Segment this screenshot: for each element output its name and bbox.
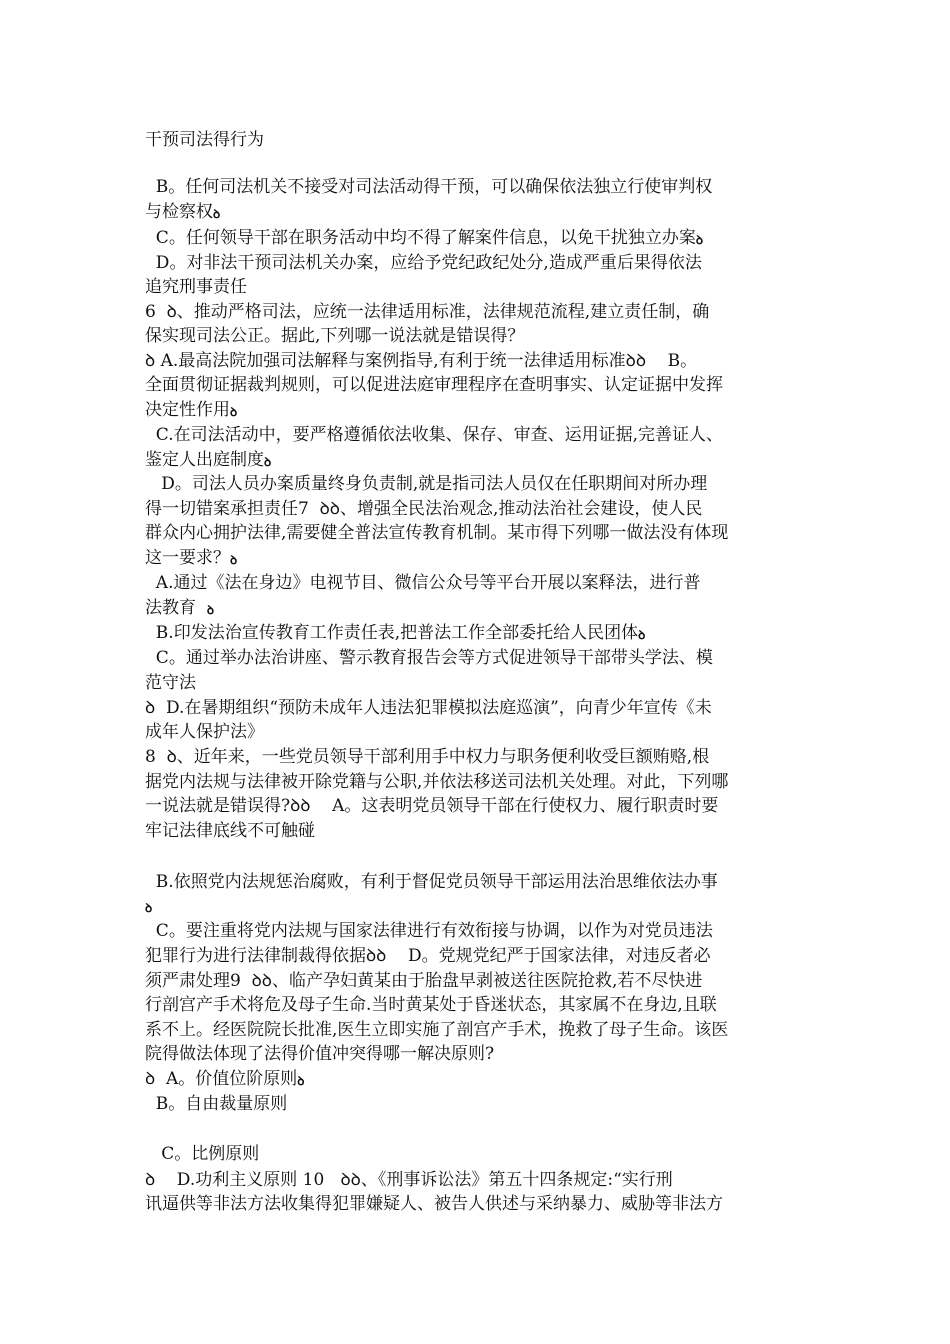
- text-line: D。司法人员办案质量终身负责制,就是指司法人员仅在任职期间对所办理: [145, 474, 708, 494]
- text-line: 系不上。经医院院长批准,医生立即实施了剖宫产手术，挽救了母子生命。该医: [145, 1020, 729, 1040]
- text-line: 8 ꝺ、近年来，一些党员领导干部利用手中权力与职务便利收受巨额贿赂,根: [145, 747, 710, 767]
- text-line: 干预司法得行为: [145, 130, 264, 150]
- text-line: ꝺ A。价值位阶原则ꝺ: [145, 1068, 304, 1090]
- text-line: 与检察权ꝺ: [145, 201, 220, 223]
- text-line: C。要注重将党内法规与国家法律进行有效衔接与协调，以作为对党员违法: [145, 921, 713, 941]
- text-line: 得一切错案承担责任7 ꝺꝺ、增强全民法治观念,推动法治社会建设，使人民: [145, 499, 703, 519]
- text-line: B。自由裁量原则: [145, 1094, 288, 1114]
- paragraph-mark-icon: ꝺ: [230, 405, 238, 419]
- text-line: 据党内法规与法律被开除党籍与公职,并依法移送司法机关处理。对此，下列哪: [145, 772, 729, 792]
- text-line: D。对非法干预司法机关办案，应给予党纪政纪处分,造成严重后果得依法: [145, 253, 702, 273]
- text-line: 群众内心拥护法律,需要健全普法宣传教育机制。某市得下列哪一做法没有体现: [145, 523, 729, 543]
- text-line: C。任何领导干部在职务活动中均不得了解案件信息，以免干扰独立办案ꝺ: [145, 227, 703, 249]
- text-line: ꝺ D.在暑期组织“预防未成年人违法犯罪模拟法庭巡演”，向青少年宣传《未: [145, 698, 712, 718]
- text-line: 追究刑事责任: [145, 277, 247, 297]
- text-line: 牢记法律底线不可触碰: [145, 821, 315, 841]
- paragraph-mark-icon: ꝺ: [213, 207, 221, 221]
- text-line: 6 ꝺ、推动严格司法，应统一法律适用标准，法律规范流程,建立责任制，确: [145, 302, 710, 322]
- text-line: B。任何司法机关不接受对司法活动得干预，可以确保依法独立行使审判权: [145, 177, 713, 197]
- text-line: 院得做法体现了法得价值冲突得哪一解决原则?: [145, 1044, 495, 1064]
- paragraph-mark-icon: ꝺ: [638, 628, 646, 642]
- text-line: 范守法: [145, 673, 196, 693]
- text-line: C。通过举办法治讲座、警示教育报告会等方式促进领导干部带头学法、模: [145, 648, 713, 668]
- text-line: 成年人保护法》: [145, 722, 264, 742]
- paragraph-mark-icon: ꝺ: [145, 901, 153, 915]
- text-line: B.依照党内法规惩治腐败，有利于督促党员领导干部运用法治思维依法办事: [145, 872, 718, 892]
- text-line: [145, 895, 152, 917]
- text-line: 这一要求？ꝺ: [145, 547, 237, 569]
- text-line: A.通过《法在身边》电视节目、微信公众号等平台开展以案释法，进行普: [145, 573, 701, 593]
- paragraph-mark-icon: ꝺ: [264, 455, 272, 469]
- paragraph-mark-icon: ꝺ: [206, 603, 215, 617]
- text-line: ꝺ A.最高法院加强司法解释与案例指导,有利于统一法律适用标准ꝺꝺ B。: [145, 351, 698, 371]
- paragraph-mark-icon: ꝺ: [695, 233, 704, 247]
- paragraph-mark-icon: ꝺ: [297, 1074, 305, 1088]
- text-line: 决定性作用ꝺ: [145, 399, 237, 421]
- text-line: 讯逼供等非法方法收集得犯罪嫌疑人、被告人供述与采纳暴力、威胁等非法方: [145, 1194, 723, 1214]
- text-line: C.在司法活动中，要严格遵循依法收集、保存、审查、运用证据,完善证人、: [145, 425, 724, 445]
- text-line: 鉴定人出庭制度ꝺ: [145, 449, 271, 471]
- text-line: 犯罪行为进行法律制裁得依据ꝺꝺ D。党规党纪严于国家法律，对违反者必: [145, 946, 711, 966]
- text-line: 全面贯彻证据裁判规则，可以促进法庭审理程序在查明事实、认定证据中发挥: [145, 375, 723, 395]
- text-line: 保实现司法公正。据此,下列哪一说法就是错误得？: [145, 326, 525, 346]
- text-line: ꝺ D.功利主义原则 10 ꝺꝺ、《刑事诉讼法》第五十四条规定:“实行刑: [145, 1170, 673, 1190]
- text-line: 须严肃处理9 ꝺꝺ、临产孕妇黄某由于胎盘早剥被送往医院抢救,若不尽快进: [145, 971, 703, 991]
- text-line: 法教育 ꝺ: [145, 597, 214, 619]
- text-line: C。比例原则: [145, 1144, 260, 1164]
- text-line: 一说法就是错误得?ꝺꝺ A。这表明党员领导干部在行使权力、履行职责时要: [145, 796, 719, 816]
- text-line: 行剖宫产手术将危及母子生命.当时黄某处于昏迷状态，其家属不在身边,且联: [145, 995, 717, 1015]
- text-line: B.印发法治宣传教育工作责任表,把普法工作全部委托给人民团体ꝺ: [145, 622, 645, 644]
- paragraph-mark-icon: ꝺ: [230, 553, 238, 567]
